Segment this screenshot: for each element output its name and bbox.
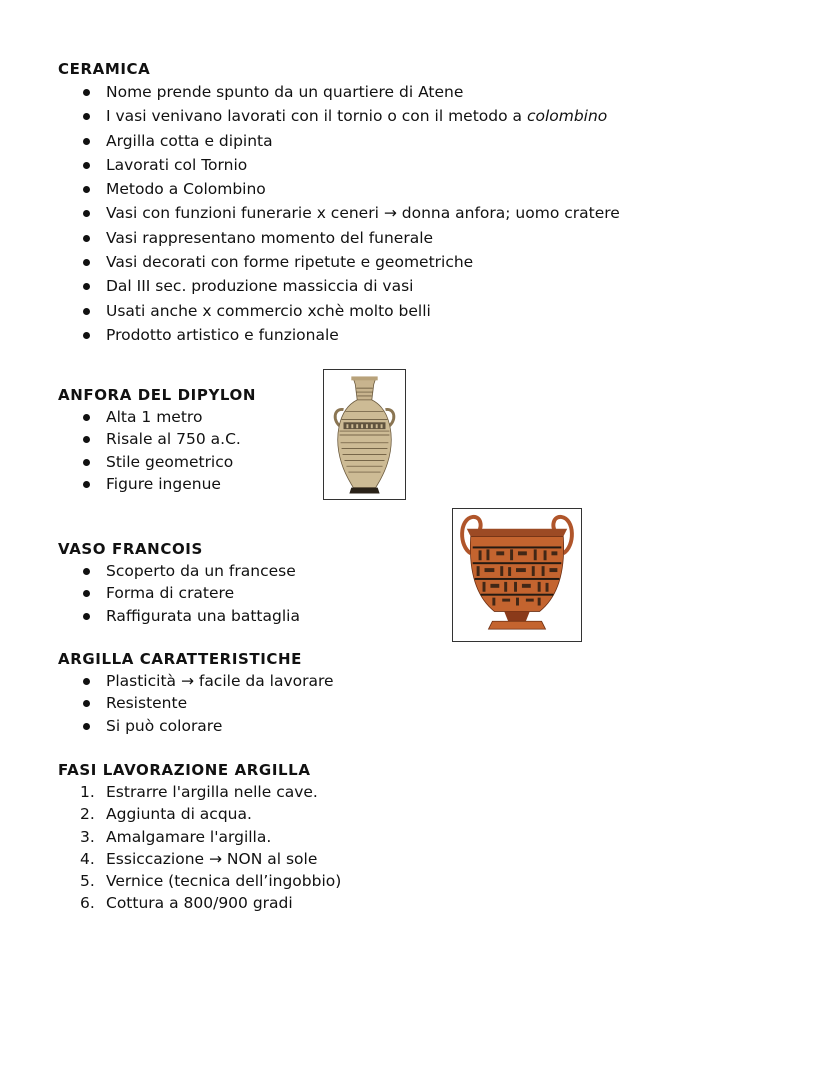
bullet-list	[58, 560, 300, 627]
section-fasi	[58, 759, 341, 915]
list-item: Resistente	[80, 692, 334, 714]
list-item: I vasi venivano lavorati con il tornio o con il metodo a colombino	[80, 104, 620, 128]
list-item: Nome prende spunto da un quartiere di Atene	[80, 80, 620, 104]
francois-vase-photo	[452, 508, 582, 642]
list-number: 5.	[80, 872, 95, 891]
list-number: 2.	[80, 805, 95, 824]
list-item: Usati anche x commercio xchè molto belli	[80, 299, 620, 323]
dipylon-amphora-photo	[323, 369, 406, 500]
list-item: 1. Estrarre l'argilla nelle cave.	[80, 781, 341, 803]
list-item: Vasi con funzioni funerarie x ceneri → donna anfora; uomo cratere	[80, 201, 620, 225]
list-item: Raffigurata una battaglia	[80, 605, 300, 627]
section-ceramica	[58, 58, 620, 347]
section-anfora	[58, 384, 256, 495]
list-item: 5. Vernice (tecnica dell’ingobbio)	[80, 870, 341, 892]
bullet-list	[58, 406, 256, 495]
list-item: Prodotto artistico e funzionale	[80, 323, 620, 347]
italic-term: colombino	[526, 107, 608, 126]
list-item: Scoperto da un francese	[80, 560, 300, 582]
list-item: 3. Amalgamare l'argilla.	[80, 826, 341, 848]
list-number: 3.	[80, 827, 95, 846]
section-vaso	[58, 538, 300, 627]
list-item: 2. Aggiunta di acqua.	[80, 803, 341, 825]
list-item: Alta 1 metro	[80, 406, 256, 428]
section-title: ARGILLA CARATTERISTICHE	[58, 650, 303, 668]
list-item: Si può colorare	[80, 715, 334, 737]
list-number: 6.	[80, 894, 95, 913]
list-item: Lavorati col Tornio	[80, 153, 620, 177]
amphora-icon	[324, 370, 405, 499]
section-title: ANFORA DEL DIPYLON	[58, 386, 257, 404]
list-item: Risale al 750 a.C.	[80, 428, 256, 450]
list-item: Argilla cotta e dipinta	[80, 129, 620, 153]
list-item: Plasticità → facile da lavorare	[80, 670, 334, 692]
list-item: 4. Essiccazione → NON al sole	[80, 848, 341, 870]
list-item: Figure ingenue	[80, 473, 256, 495]
section-title: FASI LAVORAZIONE ARGILLA	[58, 761, 311, 779]
section-title: VASO FRANCOIS	[58, 540, 203, 558]
list-number: 4.	[80, 849, 95, 868]
list-item: 6. Cottura a 800/900 gradi	[80, 892, 341, 914]
list-number: 1.	[80, 783, 95, 801]
numbered-list	[58, 781, 341, 915]
list-item: Vasi rappresentano momento del funerale	[80, 226, 620, 250]
krater-icon	[453, 509, 581, 641]
list-item: Forma di cratere	[80, 582, 300, 604]
list-item: Stile geometrico	[80, 451, 256, 473]
list-item: Vasi decorati con forme ripetute e geometriche	[80, 250, 620, 274]
list-item: Metodo a Colombino	[80, 177, 620, 201]
list-item: Dal III sec. produzione massiccia di vasi	[80, 274, 620, 298]
section-title: CERAMICA	[58, 60, 151, 78]
bullet-list	[58, 670, 334, 737]
bullet-list	[58, 80, 620, 347]
section-argilla	[58, 648, 334, 737]
